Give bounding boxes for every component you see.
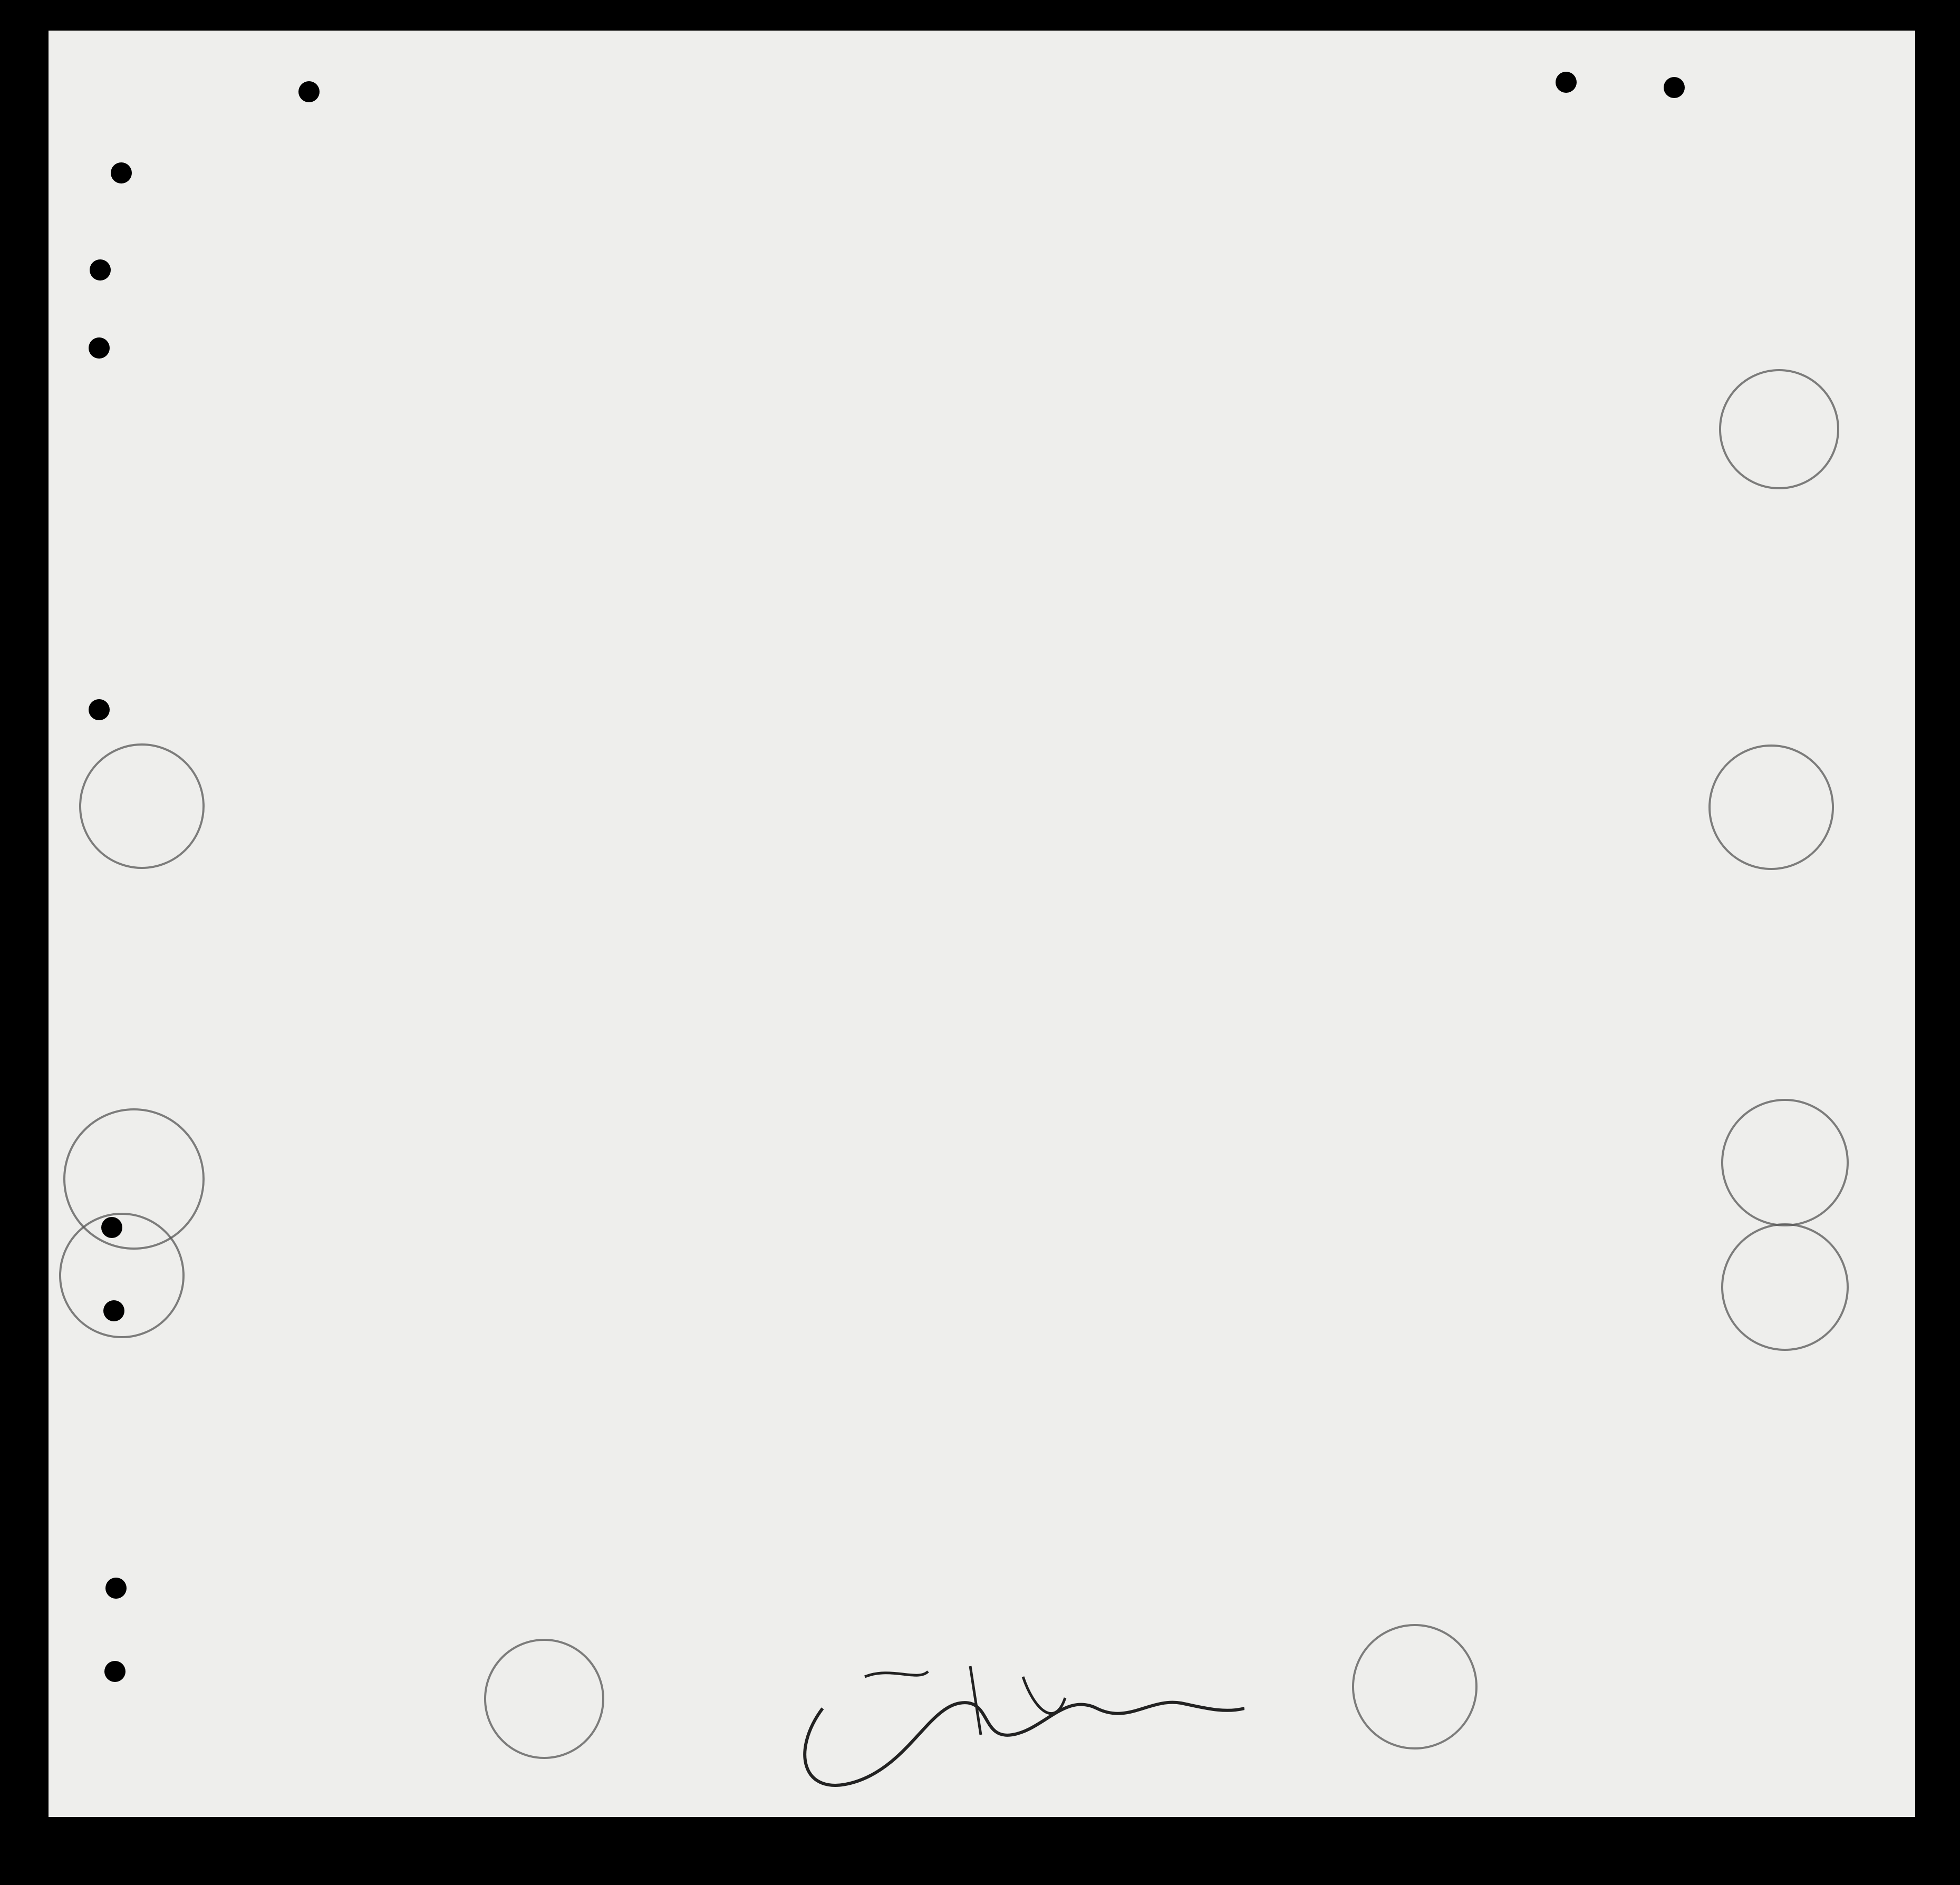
inspector-signature bbox=[770, 1645, 1244, 1803]
consulate-stamp bbox=[1719, 369, 1839, 489]
consulate-stamp bbox=[1708, 745, 1834, 870]
consulate-stamp bbox=[1352, 1624, 1478, 1749]
consulate-stamp bbox=[1721, 1223, 1849, 1351]
consulate-stamp bbox=[79, 743, 205, 869]
consulate-stamp bbox=[1721, 1099, 1849, 1226]
consulate-stamp bbox=[59, 1213, 185, 1338]
consulate-stamp bbox=[484, 1639, 604, 1759]
